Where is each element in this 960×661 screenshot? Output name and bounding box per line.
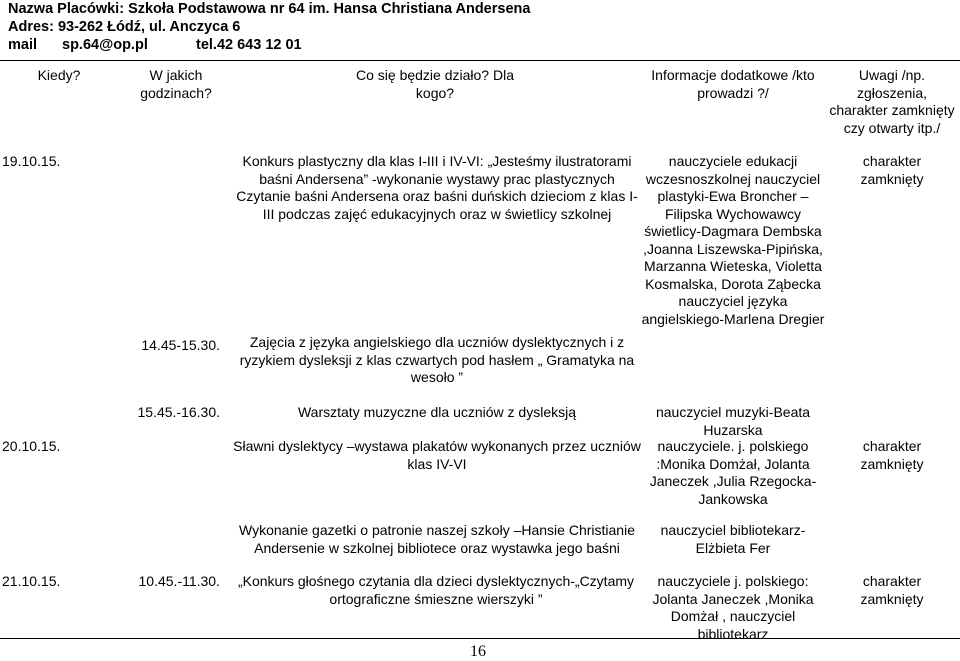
mail-address: sp.64@op.pl [62, 37, 148, 53]
page-number: 16 [470, 643, 486, 660]
row4-notes: charakter zamknięty [860, 438, 924, 472]
col-header-what: Co się będzie działo? Dla kogo? [356, 67, 514, 101]
header-divider [0, 60, 960, 61]
row4-activity: Sławni dyslektycy –wystawa plakatów wykonanych przez uczniów klas IV-VI [233, 438, 641, 472]
phone-number: tel.42 643 12 01 [196, 37, 302, 53]
school-address: Adres: 93-262 Łódź, ul. Anczyca 6 [8, 19, 241, 35]
col-header-hours: W jakich godzinach? [140, 67, 212, 101]
row5-organizers: nauczyciel bibliotekarz-Elżbieta Fer [660, 522, 806, 556]
mail-label: mail [8, 37, 38, 53]
row6-notes: charakter zamknięty [860, 573, 924, 607]
row2-hours: 14.45-15.30. [141, 337, 220, 353]
school-name: Nazwa Placówki: Szkoła Podstawowa nr 64 im. Hansa Christiana Andersena [8, 1, 531, 17]
row6-organizers: nauczyciele j. polskiego: Jolanta Janeczek ,Monika Domżał , nauczyciel bibliotekarz [652, 573, 814, 642]
row3-organizers: nauczyciel muzyki-Beata Huzarska [655, 404, 811, 438]
col-header-notes: Uwagi /np. zgłoszenia, charakter zamknięty czy otwarty itp./ [829, 67, 955, 136]
col-header-when: Kiedy? [37, 67, 81, 83]
row4-date: 20.10.15. [2, 438, 61, 454]
col-header-info: Informacje dodatkowe /kto prowadzi ?/ [651, 67, 815, 101]
row6-date: 21.10.15. [2, 573, 61, 589]
row1-date: 19.10.15. [2, 153, 61, 169]
row3-activity: Warsztaty muzyczne dla uczniów z dysleksją [297, 404, 577, 420]
row1-organizers: nauczyciele edukacji wczesnoszkolnej nauczyciel plastyki-Ewa Broncher –Filipska Wychowawcy świetlicy-Dagmara Dembska ,Joanna Liszewska-Pipińska, Marzanna Wieteska, Violetta Kosmalska, Dorota Ząbecka nauczyciel języka angielskiego-Marlena Dregier [641, 153, 825, 327]
row6-activity: „Konkurs głośnego czytania dla dzieci dyslektycznych-„Czytamy ortograficzne śmieszne wierszyki ” [237, 573, 635, 607]
row6-hours: 10.45.-11.30. [138, 573, 220, 589]
row3-hours: 15.45.-16.30. [137, 404, 220, 420]
row1-activity: Konkurs plastyczny dla klas I-III i IV-VI: „Jesteśmy ilustratorami baśni Andersena” -wykonanie wystawy prac plastycznych Czytanie baśni Andersena oraz baśni duńskich dzieciom z klas I-III podczas zajęć edukacyjnych oraz w świetlicy szkolnej [236, 153, 638, 222]
row4-organizers: nauczyciele. j. polskiego :Monika Domżał, Jolanta Janeczek ,Julia Rzegocka- Jankowska [649, 438, 817, 507]
row1-notes: charakter zamknięty [860, 153, 924, 187]
row5-activity: Wykonanie gazetki o patronie naszej szkoły –Hansie Christianie Andersenie w szkolnej bibliotece oraz wystawka jego baśni [239, 522, 635, 556]
row2-activity: Zajęcia z języka angielskiego dla uczniów dyslektycznych i z ryzykiem dysleksji z klas czwartych pod hasłem „ Gramatyka na wesoło ” [239, 334, 635, 385]
footer-divider [0, 638, 960, 639]
